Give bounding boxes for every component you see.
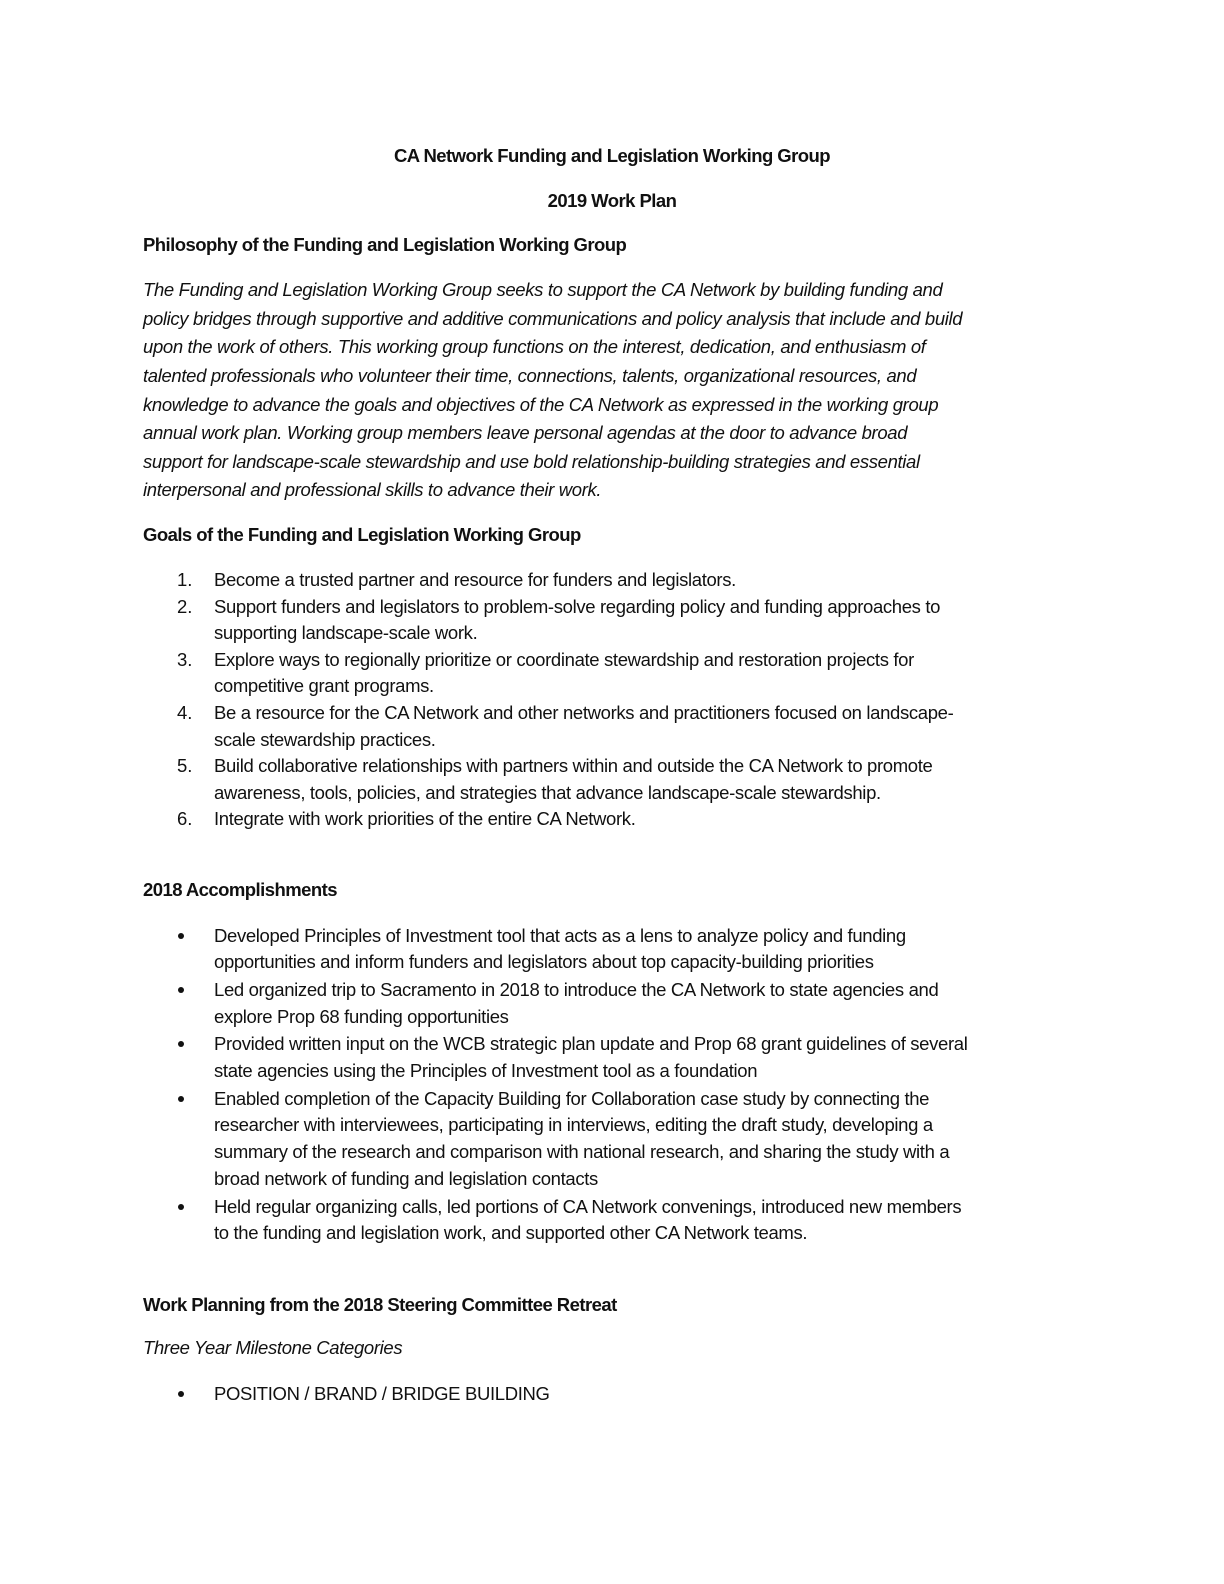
goal-text: Become a trusted partner and resource for funders and legislators. [214,569,736,590]
goal-text: competitive grant programs. [214,675,434,696]
philosophy-line: knowledge to advance the goals and objectives of the CA Network as expressed in the working group [143,394,939,415]
milestone-text: POSITION / BRAND / BRIDGE BUILDING [214,1383,550,1404]
accomplishment-text: opportunities and inform funders and legislators about top capacity-building priorities [214,951,874,972]
bullet-icon [178,987,184,993]
bullet-icon [178,933,184,939]
accomplishment-text: explore Prop 68 funding opportunities [214,1006,509,1027]
list-number: 1. [177,569,193,590]
list-number: 6. [177,808,193,829]
goal-text: Build collaborative relationships with partners within and outside the CA Network to promote [214,755,933,776]
goal-text: Explore ways to regionally prioritize or coordinate stewardship and restoration projects for [214,649,914,670]
goal-text: scale stewardship practices. [214,729,436,750]
accomplishment-text: Led organized trip to Sacramento in 2018 to introduce the CA Network to state agencies and [214,979,939,1000]
accomplishment-text: summary of the research and comparison with national research, and sharing the study with a [214,1141,950,1162]
goals-heading: Goals of the Funding and Legislation Working Group [143,524,581,545]
philosophy-line: talented professionals who volunteer their time, connections, talents, organizational resources, and [143,365,917,386]
bullet-icon [178,1204,184,1210]
philosophy-line: annual work plan. Working group members leave personal agendas at the door to advance broad [143,422,908,443]
list-number: 2. [177,596,193,617]
philosophy-line: upon the work of others. This working group functions on the interest, dedication, and enthusiasm of [143,336,926,357]
list-number: 4. [177,702,193,723]
document-subtitle: 2019 Work Plan [547,190,677,211]
accomplishment-text: Enabled completion of the Capacity Building for Collaboration case study by connecting the [214,1088,930,1109]
accomplishment-text: broad network of funding and legislation contacts [214,1168,598,1189]
work-planning-subheading: Three Year Milestone Categories [143,1337,403,1358]
bullet-icon [178,1391,184,1397]
philosophy-line: The Funding and Legislation Working Group seeks to support the CA Network by building funding and [143,279,943,300]
accomplishment-text: Provided written input on the WCB strategic plan update and Prop 68 grant guidelines of several [214,1033,968,1054]
philosophy-line: support for landscape-scale stewardship and use bold relationship-building strategies and essential [143,451,920,472]
philosophy-heading: Philosophy of the Funding and Legislation Working Group [143,234,627,255]
goal-text: awareness, tools, policies, and strategies that advance landscape-scale stewardship. [214,782,881,803]
accomplishment-text: Developed Principles of Investment tool that acts as a lens to analyze policy and funding [214,925,906,946]
bullet-icon [178,1096,184,1102]
accomplishment-text: researcher with interviewees, participating in interviews, editing the draft study, developing a [214,1114,933,1135]
work-planning-heading: Work Planning from the 2018 Steering Committee Retreat [143,1294,617,1315]
philosophy-line: policy bridges through supportive and additive communications and policy analysis that include and build [143,308,963,329]
philosophy-line: interpersonal and professional skills to advance their work. [143,479,602,500]
goal-text: supporting landscape-scale work. [214,622,478,643]
goal-text: Be a resource for the CA Network and other networks and practitioners focused on landscape- [214,702,954,723]
accomplishments-heading: 2018 Accomplishments [143,879,337,900]
bullet-icon [178,1041,184,1047]
accomplishment-text: to the funding and legislation work, and supported other CA Network teams. [214,1222,808,1243]
accomplishment-text: Held regular organizing calls, led portions of CA Network convenings, introduced new members [214,1196,962,1217]
list-number: 3. [177,649,193,670]
document-title: CA Network Funding and Legislation Working Group [393,145,831,166]
accomplishment-text: state agencies using the Principles of Investment tool as a foundation [214,1060,758,1081]
goal-text: Support funders and legislators to problem-solve regarding policy and funding approaches to [214,596,941,617]
goal-text: Integrate with work priorities of the entire CA Network. [214,808,636,829]
list-number: 5. [177,755,193,776]
